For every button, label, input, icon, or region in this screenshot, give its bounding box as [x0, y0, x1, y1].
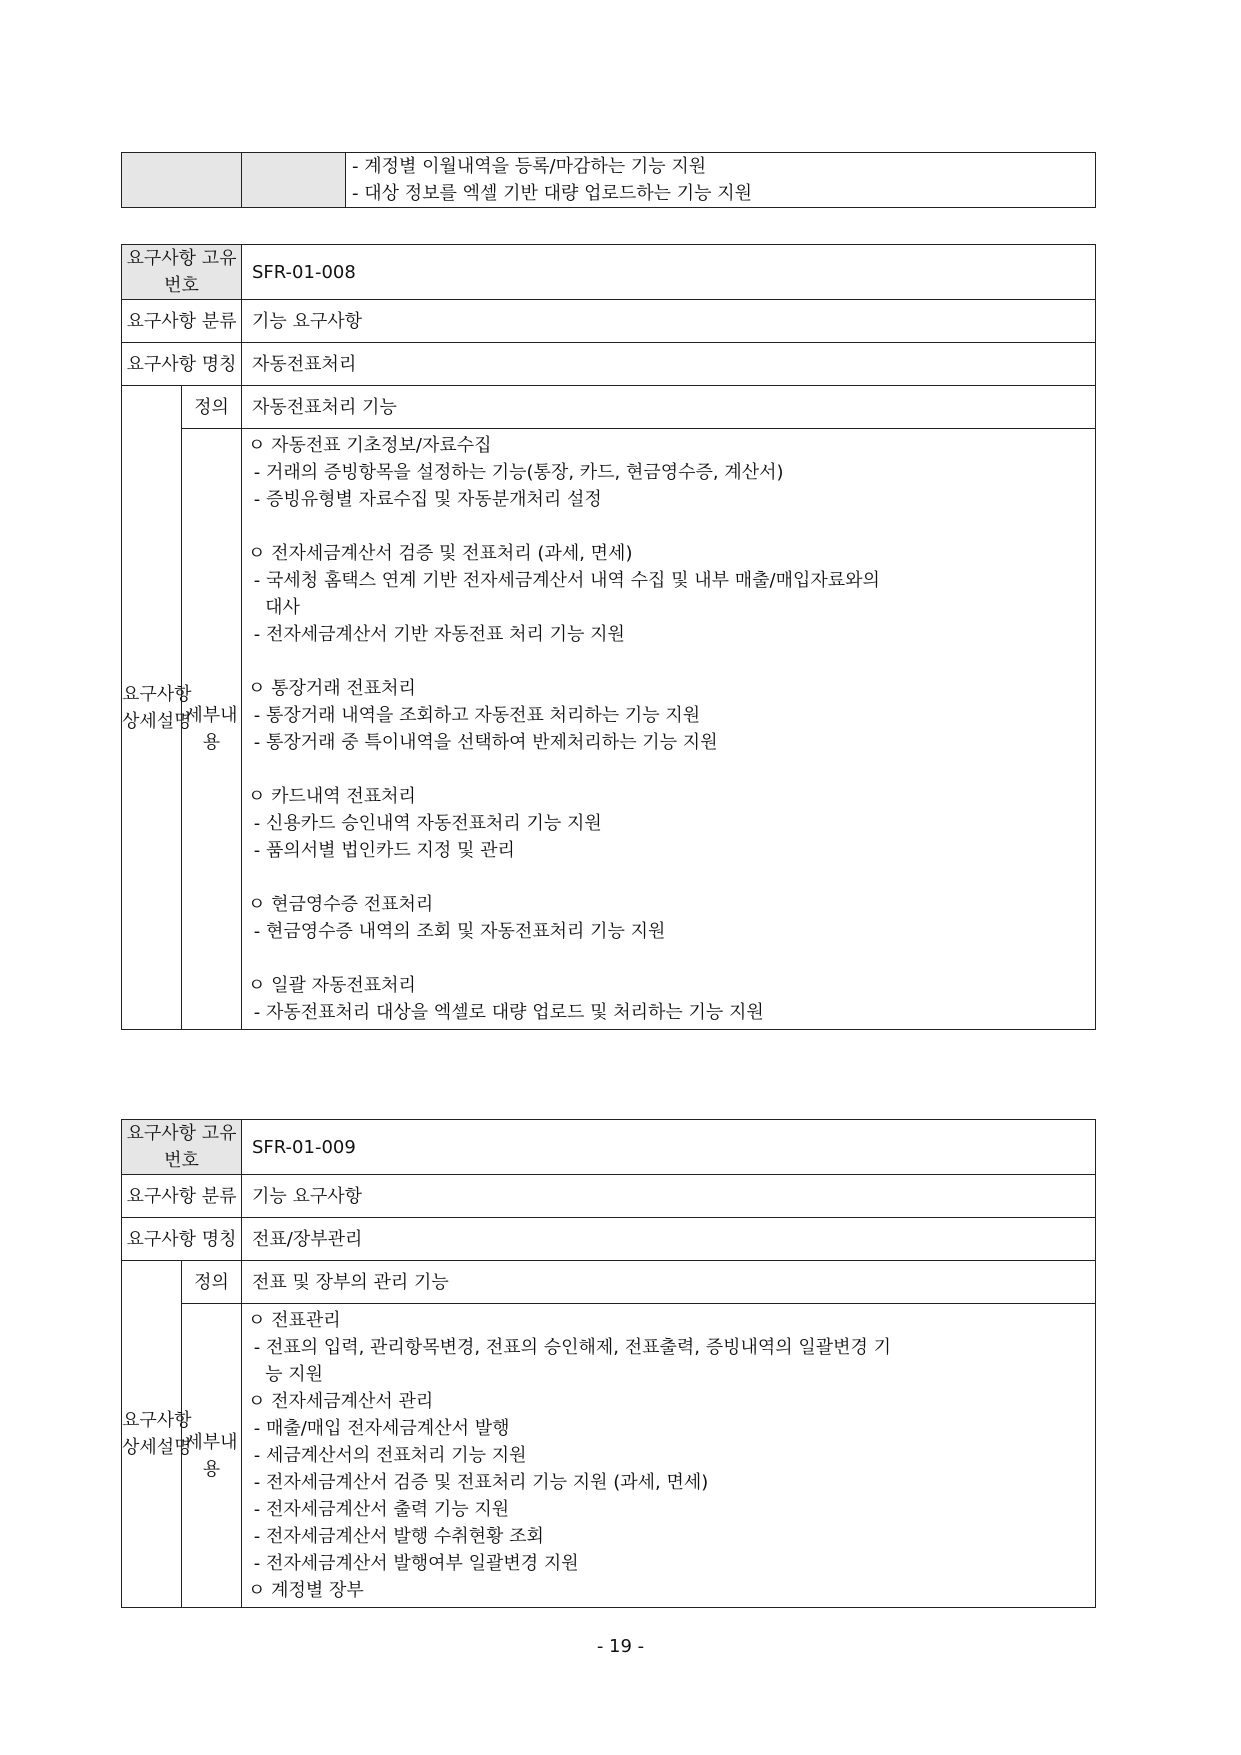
content-line: - 전자세금계산서 기반 자동전표 처리 기능 지원: [248, 624, 625, 645]
top-empty-cell-1: [122, 153, 242, 208]
detail-label-line-2: 상세설명: [122, 1437, 192, 1458]
top-continuation-table: [121, 152, 1096, 208]
content-label: 세부내용: [182, 429, 242, 1030]
content-line: ㅇ 통장거래 전표처리: [248, 678, 416, 699]
top-line: - 대상 정보를 엑셀 기반 대량 업로드하는 기능 지원: [352, 183, 753, 204]
detail-label-line-1: 요구사항: [122, 683, 192, 705]
requirement-table-009: [121, 1119, 1096, 1608]
content-label: 세부내용: [182, 1304, 242, 1608]
page-number: - 19 -: [596, 1636, 645, 1657]
top-empty-cell-2: [242, 153, 346, 208]
name-value: 전표/장부관리: [242, 1218, 1096, 1261]
id-value: SFR-01-009: [242, 1120, 1096, 1175]
content-line: ㅇ 계정별 장부: [248, 1580, 364, 1601]
top-line: - 계정별 이월내역을 등록/마감하는 기능 지원: [352, 156, 707, 177]
definition-label: 정의: [182, 386, 242, 429]
content-blank-line: [248, 945, 1091, 972]
content-line: ㅇ 일괄 자동전표처리: [248, 975, 416, 996]
content-cell: [242, 429, 1096, 1030]
content-line: - 자동전표처리 대상을 엑셀로 대량 업로드 및 처리하는 기능 지원: [248, 1002, 764, 1023]
class-value: 기능 요구사항: [242, 1175, 1096, 1218]
content-line: - 거래의 증빙항목을 설정하는 기능(통장, 카드, 현금영수증, 계산서): [248, 462, 784, 483]
definition-value: 전표 및 장부의 관리 기능: [242, 1261, 1096, 1304]
content-blank-line: [248, 513, 1091, 540]
top-content-cell: [346, 153, 1096, 208]
content-line: ㅇ 현금영수증 전표처리: [248, 894, 434, 915]
content-line: - 현금영수증 내역의 조회 및 자동전표처리 기능 지원: [248, 921, 666, 942]
content-line: - 전자세금계산서 검증 및 전표처리 기능 지원 (과세, 면세): [248, 1472, 709, 1493]
content-line: ㅇ 자동전표 기초정보/자료수집: [248, 435, 492, 456]
detail-label: [122, 1261, 192, 1608]
content-line: ㅇ 카드내역 전표처리: [248, 786, 416, 807]
name-label: 요구사항 명칭: [122, 343, 242, 386]
content-line: - 전표의 입력, 관리항목변경, 전표의 승인해제, 전표출력, 증빙내역의 일괄변경 기: [248, 1337, 892, 1358]
name-value: 자동전표처리: [242, 343, 1096, 386]
class-value: 기능 요구사항: [242, 300, 1096, 343]
definition-label: 정의: [182, 1261, 242, 1304]
content-line: - 세금계산서의 전표처리 기능 지원: [248, 1445, 527, 1466]
content-cell: [242, 1304, 1096, 1608]
id-label: 요구사항 고유번호: [122, 245, 242, 300]
content-line: ㅇ 전표관리: [248, 1310, 341, 1331]
content-line: - 전자세금계산서 발행여부 일괄변경 지원: [248, 1553, 579, 1574]
content-line: - 통장거래 내역을 조회하고 자동전표 처리하는 기능 지원: [248, 705, 701, 726]
content-blank-line: [248, 864, 1091, 891]
content-line: - 전자세금계산서 출력 기능 지원: [248, 1499, 510, 1520]
detail-label-line-1: 요구사항: [122, 1410, 192, 1431]
content-line: ㅇ 전자세금계산서 검증 및 전표처리 (과세, 면세): [248, 543, 633, 564]
content-line: - 통장거래 중 특이내역을 선택하여 반제처리하는 기능 지원: [248, 732, 718, 753]
content-line: 대사: [248, 597, 300, 618]
id-value: SFR-01-008: [242, 245, 1096, 300]
detail-label-line-2: 상세설명: [122, 710, 192, 732]
content-line: - 품의서별 법인카드 지정 및 관리: [248, 840, 515, 861]
content-blank-line: [248, 756, 1091, 783]
content-line: - 전자세금계산서 발행 수취현황 조회: [248, 1526, 544, 1547]
content-blank-line: [248, 648, 1091, 675]
content-line: 능 지원: [248, 1364, 324, 1385]
content-line: ㅇ 전자세금계산서 관리: [248, 1391, 434, 1412]
content-line: - 매출/매입 전자세금계산서 발행: [248, 1418, 510, 1439]
content-line: - 국세청 홈택스 연계 기반 전자세금계산서 내역 수집 및 내부 매출/매입자료와의: [248, 570, 880, 591]
content-line: - 신용카드 승인내역 자동전표처리 기능 지원: [248, 813, 602, 834]
requirement-table-008: [121, 244, 1096, 1030]
detail-label: [122, 386, 192, 1030]
content-line: - 증빙유형별 자료수집 및 자동분개처리 설정: [248, 489, 602, 510]
name-label: 요구사항 명칭: [122, 1218, 242, 1261]
class-label: 요구사항 분류: [122, 300, 242, 343]
class-label: 요구사항 분류: [122, 1175, 242, 1218]
definition-value: 자동전표처리 기능: [242, 386, 1096, 429]
id-label: 요구사항 고유번호: [122, 1120, 242, 1175]
